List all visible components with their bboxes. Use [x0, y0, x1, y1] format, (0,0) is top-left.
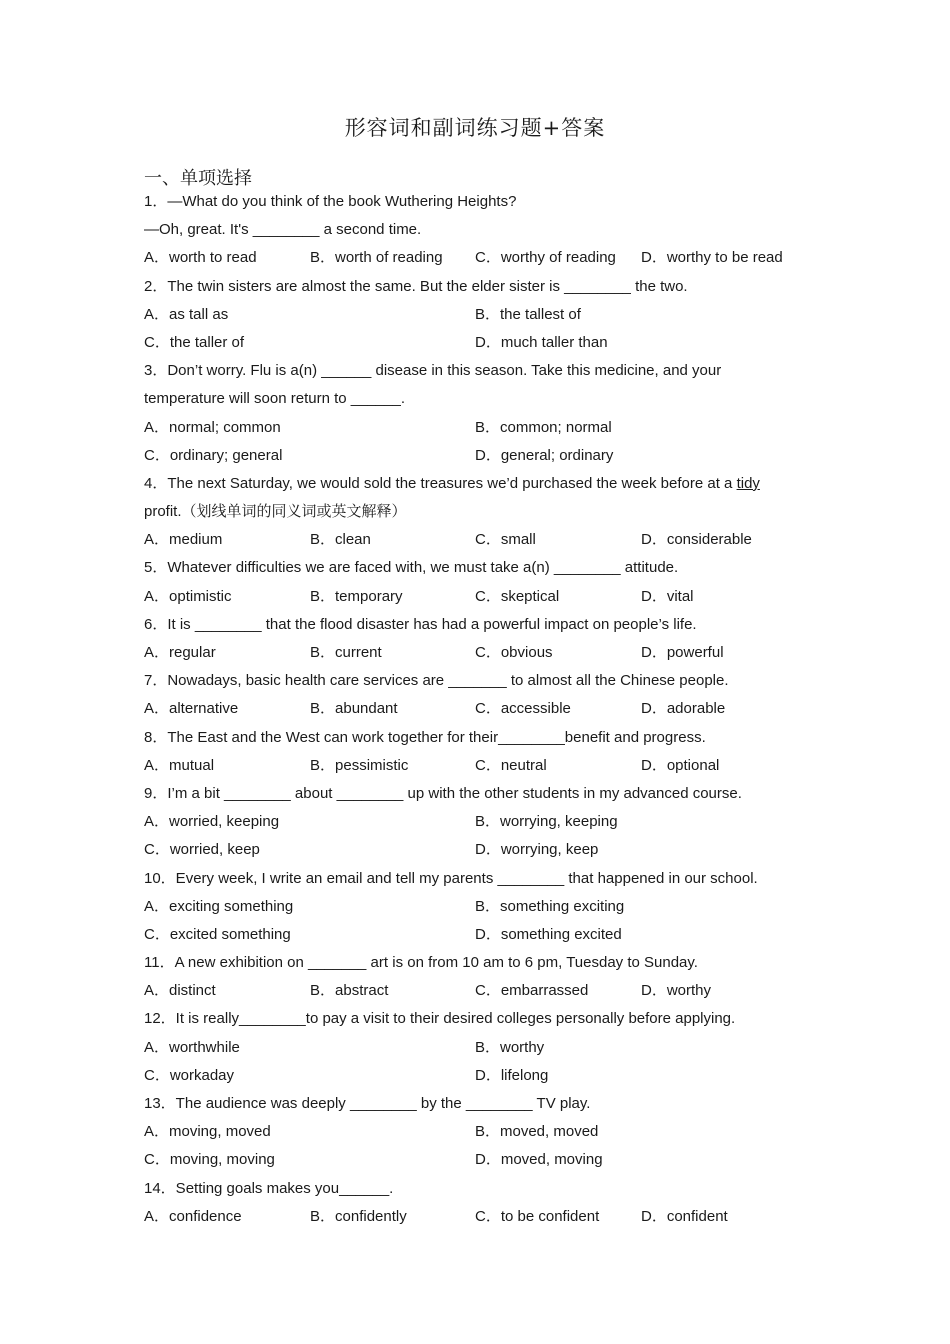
- option-d[interactable]: D．vital: [641, 587, 694, 605]
- section-heading: 一、单项选择: [144, 168, 252, 189]
- option-a[interactable]: A．exciting something: [144, 897, 294, 915]
- option-c[interactable]: C．obvious: [475, 644, 553, 661]
- option-d[interactable]: D．moved, moving: [475, 1151, 603, 1169]
- question-2: [144, 273, 824, 358]
- options-row: [144, 526, 824, 554]
- question-14: [144, 1175, 824, 1231]
- option-a[interactable]: A．optimistic: [144, 587, 232, 605]
- question-stem: profit.（划线单词的同义词或英文解释）: [144, 503, 407, 521]
- option-b[interactable]: B．confidently: [310, 1207, 407, 1225]
- options-row: [144, 977, 824, 1005]
- question-stem: [144, 470, 824, 498]
- option-b[interactable]: B．worrying, keeping: [475, 813, 618, 831]
- page-title: 形容词和副词练习题+答案: [344, 116, 606, 140]
- option-c[interactable]: C．small: [475, 531, 536, 549]
- question-stem: 1．—What do you think of the book Wuthering Heights?: [144, 193, 517, 210]
- option-d[interactable]: D．worthy to be read: [641, 249, 783, 267]
- question-9: [144, 780, 824, 865]
- question-6: [144, 611, 824, 667]
- option-d[interactable]: D．lifelong: [475, 1066, 549, 1084]
- option-c[interactable]: C．accessible: [475, 700, 571, 718]
- options-row: [144, 1118, 824, 1146]
- option-c[interactable]: C．workaday: [144, 1066, 235, 1084]
- question-stem: 13．The audience was deeply ________ by the ________ TV play.: [144, 1095, 591, 1112]
- option-b[interactable]: B．worth of reading: [310, 249, 443, 267]
- option-d[interactable]: D．worrying, keep: [475, 841, 599, 859]
- question-stem: 10．Every week, I write an email and tell my parents ________ that happened in our school.: [144, 869, 758, 887]
- options-row: [144, 442, 824, 470]
- stem-text: 4．The next Saturday, we would sold the treasures we’d purchased the week before at a: [144, 474, 737, 492]
- question-stem: 8．The East and the West can work together for their________benefit and progress.: [144, 728, 706, 746]
- question-stem: —Oh, great. It's ________ a second time.: [144, 221, 422, 239]
- option-d[interactable]: D．considerable: [641, 531, 752, 549]
- option-a[interactable]: A．alternative: [144, 700, 239, 718]
- option-d[interactable]: D．worthy: [641, 982, 712, 1000]
- options-row: [144, 244, 824, 272]
- option-a[interactable]: A．confidence: [144, 1207, 242, 1225]
- options-row: [144, 1203, 824, 1231]
- option-c[interactable]: C．to be confident: [475, 1207, 600, 1225]
- options-row: [144, 639, 824, 667]
- option-d[interactable]: D．optional: [641, 756, 720, 774]
- options-row: [144, 301, 824, 329]
- question-12: [144, 1005, 824, 1090]
- options-row: [144, 752, 824, 780]
- option-b[interactable]: B．worthy: [475, 1038, 545, 1056]
- option-c[interactable]: C．ordinary; general: [144, 446, 283, 464]
- option-d[interactable]: D．much taller than: [475, 333, 608, 351]
- option-a[interactable]: A．worthwhile: [144, 1038, 240, 1056]
- option-b[interactable]: B．temporary: [310, 587, 403, 605]
- option-c[interactable]: C．skeptical: [475, 587, 560, 605]
- question-8: [144, 724, 824, 780]
- question-5: [144, 554, 824, 610]
- options-row: [144, 329, 824, 357]
- question-stem: 12．It is really________to pay a visit to their desired colleges personally before applying.: [144, 1010, 736, 1028]
- question-13: [144, 1090, 824, 1175]
- options-row: [144, 583, 824, 611]
- option-a[interactable]: A．as tall as: [144, 305, 229, 323]
- option-b[interactable]: B．moved, moved: [475, 1123, 599, 1141]
- question-list: [144, 188, 824, 1231]
- question-stem: 11．A new exhibition on _______ art is on from 10 am to 6 pm, Tuesday to Sunday.: [144, 954, 698, 972]
- question-3: [144, 357, 824, 470]
- question-4: [144, 470, 824, 555]
- options-row: [144, 695, 824, 723]
- question-stem: 3．Don’t worry. Flu is a(n) ______ disease in this season. Take this medicine, and your: [144, 362, 722, 380]
- option-b[interactable]: B．common; normal: [475, 418, 612, 436]
- option-b[interactable]: B．clean: [310, 531, 371, 549]
- question-7: [144, 667, 824, 723]
- option-a[interactable]: A．regular: [144, 644, 216, 661]
- option-d[interactable]: D．adorable: [641, 700, 726, 718]
- option-c[interactable]: C．the taller of: [144, 333, 245, 351]
- option-c[interactable]: C．neutral: [475, 756, 547, 774]
- options-row: [144, 1062, 824, 1090]
- option-c[interactable]: C．excited something: [144, 925, 291, 943]
- question-stem: temperature will soon return to ______.: [144, 390, 405, 408]
- option-a[interactable]: A．distinct: [144, 982, 216, 1000]
- option-b[interactable]: B．abundant: [310, 700, 398, 718]
- option-d[interactable]: D．confident: [641, 1207, 728, 1225]
- options-row: [144, 1034, 824, 1062]
- question-stem: 9．I’m a bit ________ about ________ up with the other students in my advanced course.: [144, 784, 742, 802]
- option-b[interactable]: B．the tallest of: [475, 305, 581, 323]
- option-c[interactable]: C．embarrassed: [475, 982, 589, 1000]
- underlined-word: tidy: [736, 474, 760, 492]
- option-d[interactable]: D．powerful: [641, 644, 724, 661]
- option-d[interactable]: D．general; ordinary: [475, 446, 614, 464]
- option-c[interactable]: C．worried, keep: [144, 841, 260, 859]
- question-stem: 7．Nowadays, basic health care services are _______ to almost all the Chinese people.: [144, 672, 729, 690]
- option-b[interactable]: B．something exciting: [475, 897, 625, 915]
- option-a[interactable]: A．worried, keeping: [144, 813, 280, 831]
- question-stem: 5．Whatever difficulties we are faced with, we must take a(n) ________ attitude.: [144, 559, 679, 577]
- question-1: [144, 188, 824, 273]
- option-c[interactable]: C．moving, moving: [144, 1151, 275, 1169]
- option-a[interactable]: A．worth to read: [144, 249, 257, 267]
- options-row: [144, 893, 824, 921]
- options-row: [144, 1146, 824, 1174]
- question-10: [144, 865, 824, 950]
- option-a[interactable]: A．moving, moved: [144, 1123, 271, 1141]
- option-b[interactable]: B．current: [310, 644, 382, 661]
- options-row: [144, 808, 824, 836]
- question-stem: 2．The twin sisters are almost the same. But the elder sister is ________ the two.: [144, 277, 688, 295]
- option-b[interactable]: B．pessimistic: [310, 756, 409, 774]
- question-stem: 14．Setting goals makes you______.: [144, 1179, 394, 1197]
- options-row: [144, 836, 824, 864]
- options-row: [144, 921, 824, 949]
- option-a[interactable]: A．mutual: [144, 756, 215, 774]
- question-stem: 6．It is ________ that the flood disaster has had a powerful impact on people’s life.: [144, 615, 697, 633]
- option-a[interactable]: A．medium: [144, 531, 223, 549]
- option-d[interactable]: D．something excited: [475, 925, 622, 943]
- option-c[interactable]: C．worthy of reading: [475, 249, 616, 267]
- option-a[interactable]: A．normal; common: [144, 418, 281, 436]
- question-11: [144, 949, 824, 1005]
- options-row: [144, 414, 824, 442]
- option-b[interactable]: B．abstract: [310, 982, 389, 1000]
